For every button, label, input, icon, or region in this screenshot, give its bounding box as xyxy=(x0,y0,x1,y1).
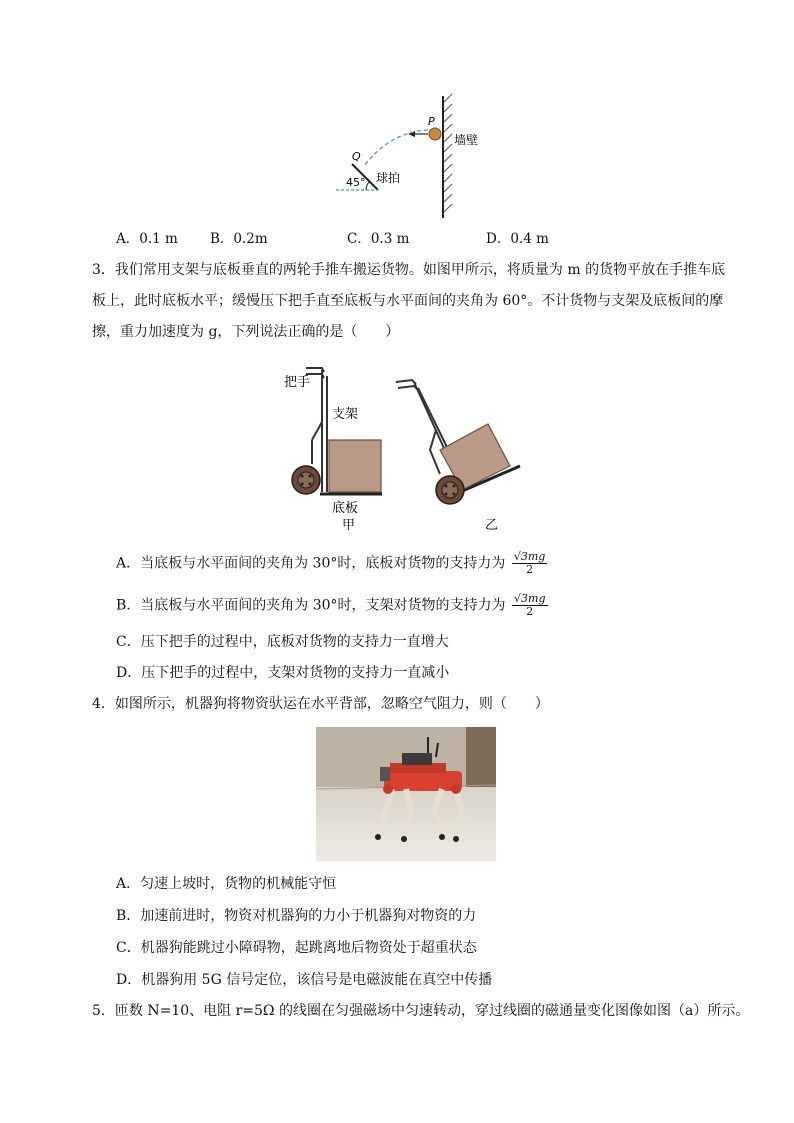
q3-line-1: 3．我们常用支架与底板垂直的两轮手推车搬运货物。如图甲所示，将质量为 m 的货物平放在手推车底 xyxy=(92,262,726,278)
figure-ball-wall xyxy=(330,92,490,222)
label-jia: 甲 xyxy=(342,518,356,532)
fraction-denominator: 2 xyxy=(526,563,534,576)
q3-line-3: 擦，重力加速度为 g，下列说法正确的是（ ） xyxy=(92,324,400,340)
q4-option-b: B．加速前进时，物资对机器狗的力小于机器狗对物资的力 xyxy=(116,908,477,924)
figure-hand-trucks xyxy=(280,352,540,532)
q4-option-d: D．机器狗用 5G 信号定位，该信号是电磁波能在真空中传播 xyxy=(116,972,493,988)
fraction-denominator: 2 xyxy=(526,605,534,618)
fraction-numerator: √3mg xyxy=(513,550,546,563)
truck-yi xyxy=(396,380,520,504)
q3-option-a xyxy=(116,551,547,576)
fraction-sqrt3mg-over-2 xyxy=(512,593,547,618)
q3-option-c: C．压下把手的过程中，底板对货物的支持力一直增大 xyxy=(116,634,449,650)
q3-line-2: 板上，此时底板水平；缓慢压下把手直至底板与水平面间的夹角为 60°。不计货物与支架及底板间的摩 xyxy=(92,293,724,309)
label-wall: 墙壁 xyxy=(454,133,479,147)
q4-option-a: A．匀速上坡时，货物的机械能守恒 xyxy=(116,876,337,892)
label-racket: 球拍 xyxy=(376,171,401,185)
fraction-numerator: √3mg xyxy=(514,592,546,605)
q2-option-b: B．0.2m xyxy=(210,231,268,247)
label-p: P xyxy=(428,115,435,128)
label-q: Q xyxy=(352,150,361,163)
q3-option-d: D．压下把手的过程中，支架对货物的支持力一直减小 xyxy=(116,665,450,681)
photo-robot-dog xyxy=(316,727,496,861)
q3-option-b xyxy=(116,593,548,618)
label-handle: 把手 xyxy=(284,375,311,390)
q2-option-d: D．0.4 m xyxy=(486,231,549,247)
q2-option-c: C．0.3 m xyxy=(347,231,410,247)
q5-line-1: 5．匝数 N=10、电阻 r=5Ω 的线圈在匀强磁场中匀速转动，穿过线圈的磁通量变化图像如图（a）所示。 xyxy=(92,1003,750,1019)
q4-option-c: C．机器狗能跳过小障碍物，起跳离地后物资处于超重状态 xyxy=(116,940,477,956)
q3-option-b-text: B．当底板与水平面间的夹角为 30°时，支架对货物的支持力为 xyxy=(116,597,506,614)
label-angle: 45° xyxy=(346,176,366,189)
fraction-sqrt3mg-over-2 xyxy=(512,551,547,576)
q3-option-a-text: A．当底板与水平面间的夹角为 30°时，底板对货物的支持力为 xyxy=(116,555,506,572)
q2-option-a: A．0.1 m xyxy=(116,231,178,247)
q4-line-1: 4．如图所示，机器狗将物资驮运在水平背部，忽略空气阻力，则（ ） xyxy=(92,696,549,712)
label-bracket: 支架 xyxy=(332,407,359,422)
label-yi: 乙 xyxy=(485,518,499,532)
label-base: 底板 xyxy=(332,501,359,516)
